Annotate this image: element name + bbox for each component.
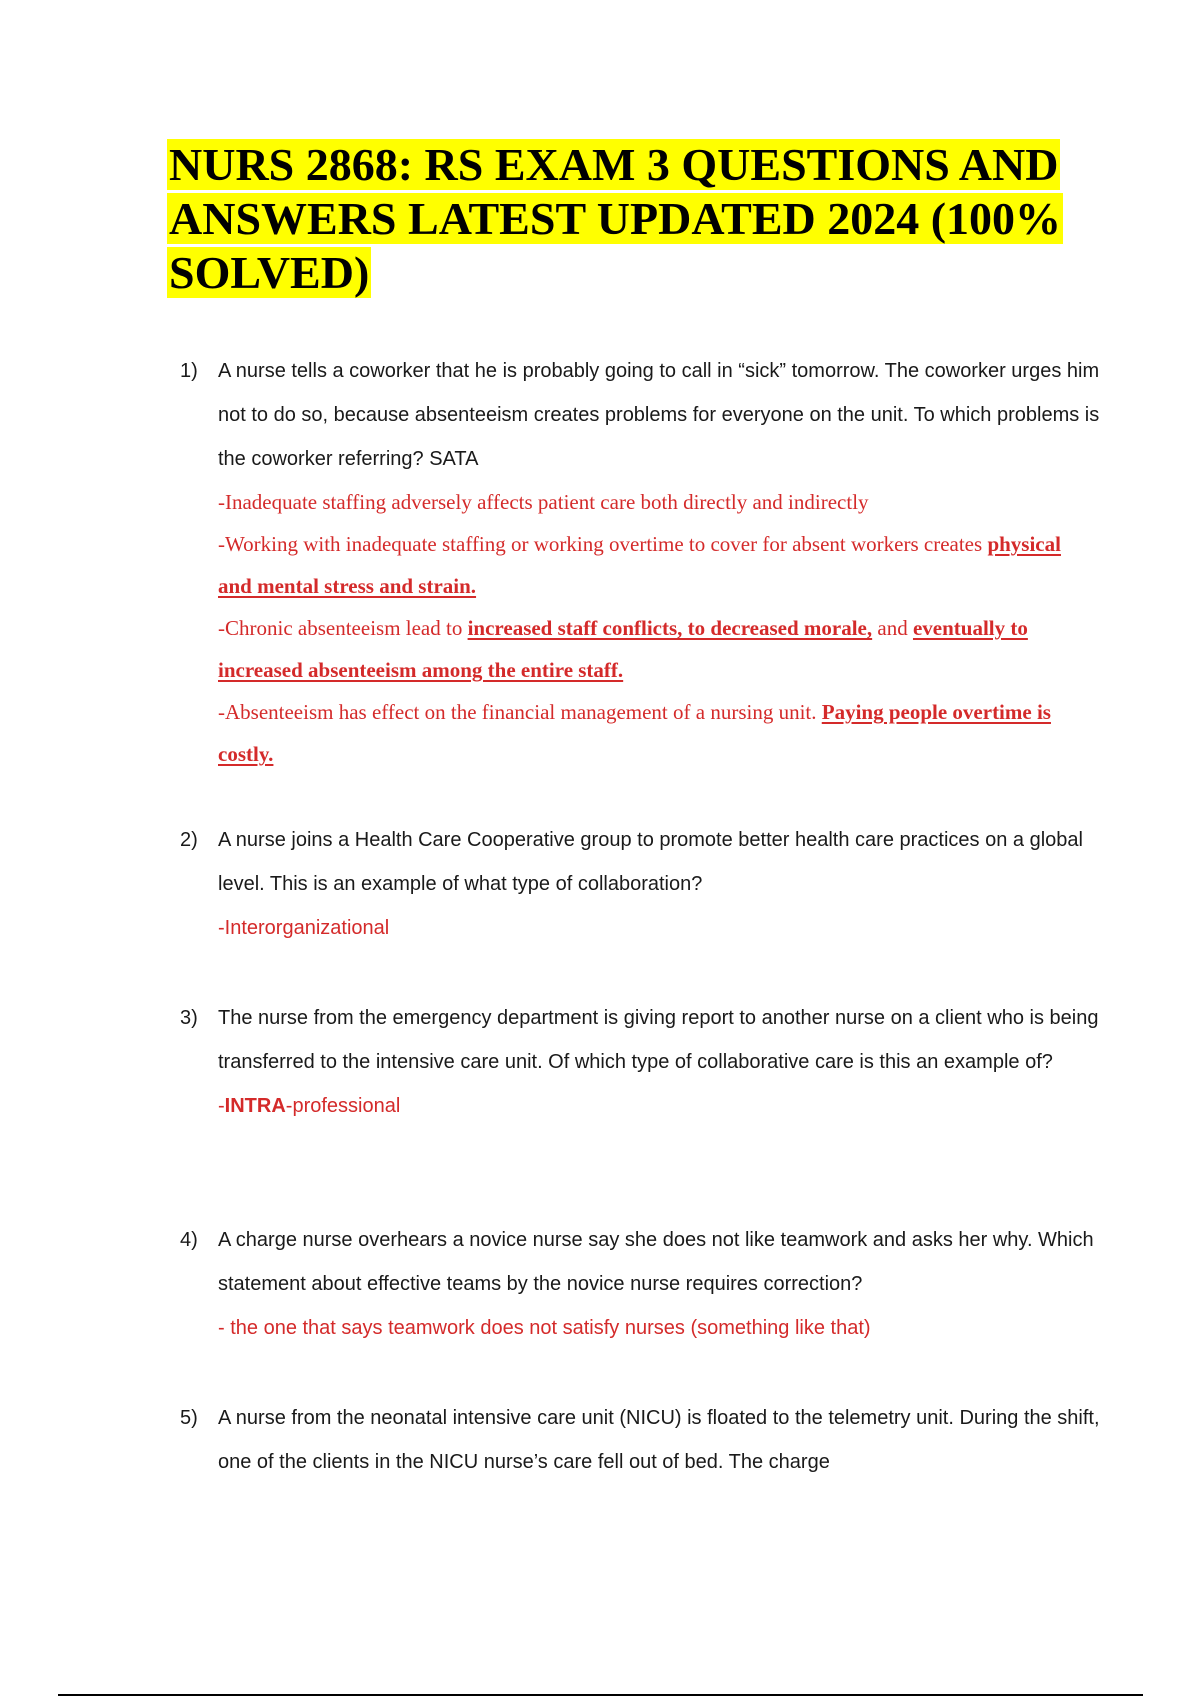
question-number: 4): [180, 1229, 198, 1251]
question-5: [180, 1396, 1100, 1484]
answer-text: -: [218, 1095, 225, 1117]
question-2: [180, 818, 1100, 950]
answer-line: [218, 607, 1100, 691]
footer-rule: [58, 1694, 1143, 1696]
answer-line: [218, 1084, 1100, 1128]
answer-block: [218, 481, 1100, 775]
answer-emphasis: eventually to increased absenteeism among the entire staff.: [218, 616, 1028, 682]
answer-block: [218, 1084, 1100, 1128]
question-number: 2): [180, 829, 198, 851]
answer-bold: INTRA: [224, 1095, 286, 1117]
question-text: A nurse tells a coworker that he is probably going to call in “sick” tomorrow. The coworker urges him not to do so, because absenteeism creates problems for everyone on the unit. To which problems is the coworker referring? SATA: [218, 360, 1100, 470]
answer-text: -Absenteeism has effect on the financial management of a nursing unit.: [218, 700, 822, 724]
answer-line: -Interorganizational: [218, 917, 390, 939]
question-text: A nurse joins a Health Care Cooperative group to promote better health care practices on a global level. This is an example of what type of collaboration?: [218, 829, 1083, 895]
document-title: [167, 138, 1117, 300]
answer-line: [218, 523, 1100, 607]
answer-block: [218, 1306, 1100, 1350]
answer-line: -Inadequate staffing adversely affects patient care both directly and indirectly: [218, 490, 869, 514]
answer-emphasis: physical and mental stress and strain.: [218, 532, 1061, 598]
answer-text: and: [872, 616, 913, 640]
question-number: 1): [180, 360, 198, 382]
question-1: [180, 349, 1100, 775]
answer-line: - the one that says teamwork does not satisfy nurses (something like that): [218, 1317, 871, 1339]
question-number: 3): [180, 1007, 198, 1029]
answer-line: [218, 691, 1100, 775]
question-text: A nurse from the neonatal intensive care unit (NICU) is floated to the telemetry unit. During the shift, one of the clients in the NICU nurse’s care fell out of bed. The charge: [218, 1407, 1100, 1473]
question-text: The nurse from the emergency department is giving report to another nurse on a client who is being transferred to the intensive care unit. Of which type of collaborative care is this an example of?: [218, 1007, 1099, 1073]
question-text: A charge nurse overhears a novice nurse say she does not like teamwork and asks her why. Which statement about effective teams by the novice nurse requires correction?: [218, 1229, 1094, 1295]
question-4: [180, 1218, 1100, 1350]
answer-text: -Working with inadequate staffing or working overtime to cover for absent workers creates: [218, 532, 988, 556]
answer-text: -Chronic absenteeism lead to: [218, 616, 468, 640]
answer-emphasis: increased staff conflicts, to decreased morale,: [467, 616, 873, 640]
question-3: [180, 996, 1100, 1128]
question-number: 5): [180, 1407, 198, 1429]
answer-text: -professional: [285, 1095, 401, 1117]
answer-emphasis: Paying people overtime is costly.: [218, 700, 1051, 766]
title-highlight: NURS 2868: RS EXAM 3 QUESTIONS AND ANSWERS LATEST UPDATED 2024 (100% SOLVED): [169, 139, 1062, 298]
answer-block: [218, 906, 1100, 950]
